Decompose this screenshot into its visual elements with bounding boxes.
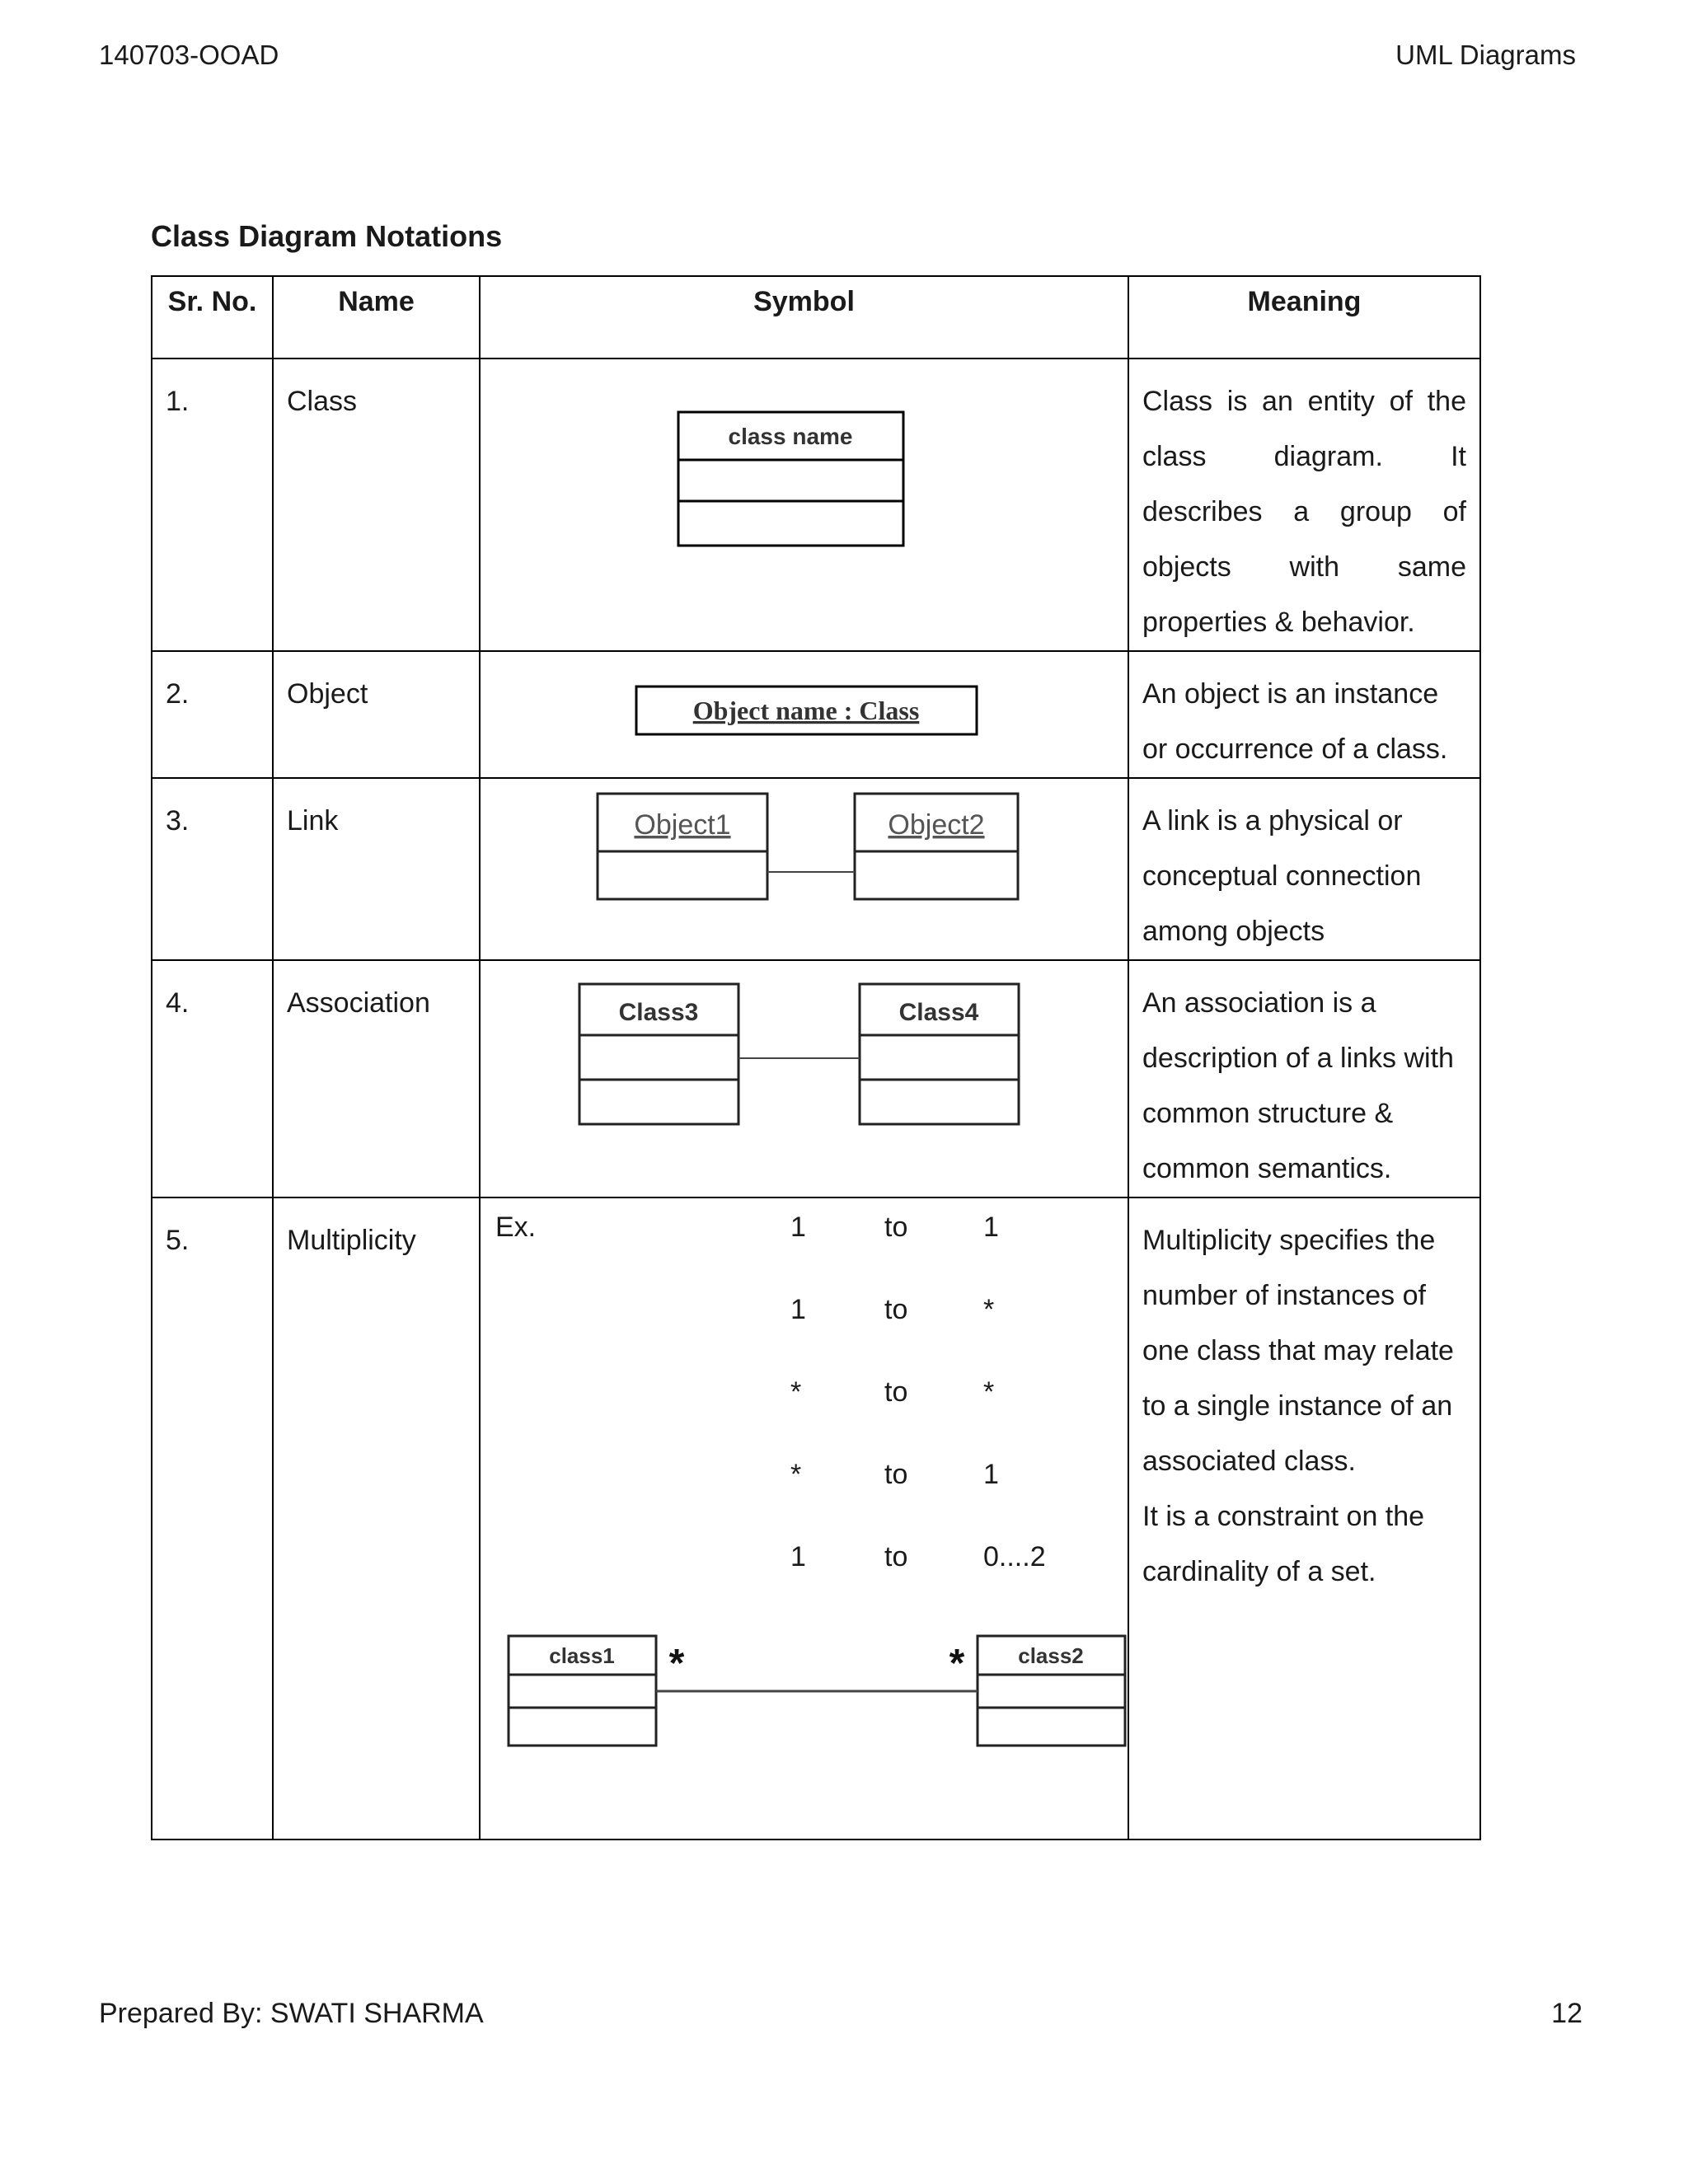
table-row xyxy=(152,359,1480,651)
multiplicity-example-to: * xyxy=(983,1294,995,1325)
meaning-text-constraint: It is a constraint on the cardinality of a set. xyxy=(1142,1501,1425,1587)
class-symbol xyxy=(481,359,1128,636)
multiplicity-example-from: 1 xyxy=(790,1294,806,1325)
object-name-label: Object name : Class xyxy=(692,696,920,725)
left-multiplicity: * xyxy=(668,1642,685,1685)
multiplicity-example-from: * xyxy=(790,1459,802,1490)
class1-label: class1 xyxy=(549,1643,615,1668)
cell-sr: 5. xyxy=(152,1197,273,1840)
table-row xyxy=(152,651,1480,778)
object-symbol xyxy=(481,652,1128,763)
cell-symbol xyxy=(480,778,1128,960)
header-course: 140703-OOAD xyxy=(99,40,279,70)
class-name-label: class name xyxy=(728,424,853,449)
col-header-name: Name xyxy=(273,276,480,359)
multiplicity-example-from: 1 xyxy=(790,1541,806,1572)
multiplicity-example-to-word: to xyxy=(884,1212,908,1243)
class4-label: Class4 xyxy=(898,999,979,1026)
object1-label: Object1 xyxy=(634,809,731,841)
multiplicity-example-to: * xyxy=(983,1376,995,1408)
cell-name: Class xyxy=(273,359,480,651)
meaning-text: Multiplicity specifies the number of instances of one class that may relate to a single instance of an associated class. xyxy=(1142,1225,1454,1477)
class3-label: Class3 xyxy=(618,999,699,1026)
multiplicity-symbol xyxy=(481,1198,1128,1839)
section-title: Class Diagram Notations xyxy=(151,219,503,253)
multiplicity-example-to-word: to xyxy=(884,1541,908,1572)
cell-meaning: A link is a physical or conceptual connection among objects xyxy=(1128,778,1480,960)
multiplicity-example-to-word: to xyxy=(884,1294,908,1325)
cell-symbol xyxy=(480,651,1128,778)
notations-table-wrapper xyxy=(151,275,1479,1775)
multiplicity-example-to-word: to xyxy=(884,1376,908,1408)
multiplicity-example-from: 1 xyxy=(790,1212,806,1243)
header-topic: UML Diagrams xyxy=(1395,40,1576,70)
cell-sr: 4. xyxy=(152,960,273,1197)
link-symbol xyxy=(481,779,1128,945)
cell-sr: 2. xyxy=(152,651,273,778)
multiplicity-example-to: 1 xyxy=(983,1212,999,1243)
col-header-meaning: Meaning xyxy=(1128,276,1480,359)
multiplicity-example-to: 1 xyxy=(983,1459,999,1490)
association-symbol xyxy=(481,961,1128,1183)
col-header-sr: Sr. No. xyxy=(152,276,273,359)
cell-meaning: An association is a description of a links with common structure & common semantics. xyxy=(1128,960,1480,1197)
table-header-row xyxy=(152,276,1480,359)
cell-name: Object xyxy=(273,651,480,778)
cell-symbol xyxy=(480,960,1128,1197)
cell-name: Association xyxy=(273,960,480,1197)
class2-label: class2 xyxy=(1018,1643,1084,1668)
cell-symbol xyxy=(480,1197,1128,1840)
multiplicity-example-from: * xyxy=(790,1376,802,1408)
example-label: Ex. xyxy=(495,1212,537,1243)
cell-name: Multiplicity xyxy=(273,1197,480,1840)
cell-meaning: An object is an instance or occurrence of a class. xyxy=(1128,651,1480,778)
cell-meaning: Class is an entity of the class diagram. It describes a group of objects with same properties & behavior. xyxy=(1128,359,1480,651)
right-multiplicity: * xyxy=(949,1642,965,1685)
footer-page-number: 12 xyxy=(1551,1998,1582,2029)
notations-table xyxy=(151,275,1481,1840)
multiplicity-example-to-word: to xyxy=(884,1459,908,1490)
col-header-symbol: Symbol xyxy=(480,276,1128,359)
cell-meaning xyxy=(1128,1197,1480,1840)
cell-sr: 1. xyxy=(152,359,273,651)
cell-sr: 3. xyxy=(152,778,273,960)
object2-label: Object2 xyxy=(888,809,985,841)
cell-name: Link xyxy=(273,778,480,960)
table-row xyxy=(152,778,1480,960)
cell-symbol xyxy=(480,359,1128,651)
multiplicity-example-to: 0....2 xyxy=(983,1541,1046,1572)
table-row xyxy=(152,960,1480,1197)
table-row xyxy=(152,1197,1480,1840)
footer-prepared-by: Prepared By: SWATI SHARMA xyxy=(99,1998,484,2029)
